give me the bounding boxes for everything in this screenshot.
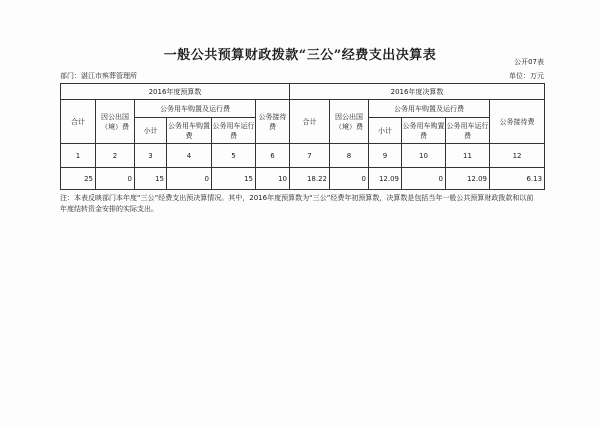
budget-reception-value: 10: [256, 168, 290, 190]
actual-total-header: 合计: [290, 100, 330, 144]
group-header-row: [61, 84, 545, 100]
index-cell: 7: [290, 144, 330, 168]
department-label: 部门：湛江市殡葬管理所: [60, 72, 137, 80]
budget-total-value: 25: [61, 168, 96, 190]
actual-vehicle-purchase-value: 0: [402, 168, 446, 190]
budget-total-header: 合计: [61, 100, 96, 144]
index-cell: 9: [369, 144, 402, 168]
budget-vehicle-purchase-value: 0: [167, 168, 212, 190]
actual-abroad-value: 0: [330, 168, 369, 190]
budget-subtotal-value: 15: [135, 168, 167, 190]
actual-vehicle-purchase-header: 公务用车购置费: [402, 118, 446, 144]
actual-vehicle-operate-value: 12.09: [446, 168, 490, 190]
index-cell: 8: [330, 144, 369, 168]
budget-vehicle-operate-header: 公务用车运行费: [212, 118, 256, 144]
document-title: 一般公共预算财政拨款“三公”经费支出决算表: [163, 48, 437, 63]
budget-subtotal-header: 小计: [135, 118, 167, 144]
actual-reception-header: 公务接待费: [490, 100, 545, 144]
index-cell: 5: [212, 144, 256, 168]
index-row: [61, 144, 545, 168]
actual-reception-value: 6.13: [490, 168, 545, 190]
index-cell: 3: [135, 144, 167, 168]
index-cell: 10: [402, 144, 446, 168]
actual-vehicle-group-header: 公务用车购置及运行费: [369, 100, 490, 118]
table-footnote: 注：本表反映部门本年度“三公”经费支出预决算情况。其中，2016年度预算数为“三公”经费年初预算数，决算数是包括当年一般公共预算财政拨款和以前年度结转资金安排的实际支出。: [60, 194, 534, 213]
actual-subtotal-header: 小计: [369, 118, 402, 144]
header-row-1: [61, 100, 545, 118]
budget-vehicle-group-header: 公务用车购置及运行费: [135, 100, 256, 118]
budget-vehicle-operate-value: 15: [212, 168, 256, 190]
index-cell: 4: [167, 144, 212, 168]
form-code: 公开07表: [514, 58, 544, 66]
unit-label: 单位：万元: [509, 72, 544, 80]
actual-subtotal-value: 12.09: [369, 168, 402, 190]
index-cell: 12: [490, 144, 545, 168]
budget-group-header: 2016年度预算数: [61, 84, 290, 100]
budget-abroad-value: 0: [96, 168, 135, 190]
actual-abroad-header: 因公出国（境）费: [330, 100, 369, 144]
three-public-expense-table: [60, 83, 545, 190]
actual-total-value: 18.22: [290, 168, 330, 190]
budget-abroad-header: 因公出国（境）费: [96, 100, 135, 144]
index-cell: 1: [61, 144, 96, 168]
budget-reception-header: 公务接待费: [256, 100, 290, 144]
index-cell: 2: [96, 144, 135, 168]
index-cell: 11: [446, 144, 490, 168]
actual-vehicle-operate-header: 公务用车运行费: [446, 118, 490, 144]
budget-vehicle-purchase-header: 公务用车购置费: [167, 118, 212, 144]
value-row: [61, 168, 545, 190]
index-cell: 6: [256, 144, 290, 168]
actual-group-header: 2016年度决算数: [290, 84, 545, 100]
